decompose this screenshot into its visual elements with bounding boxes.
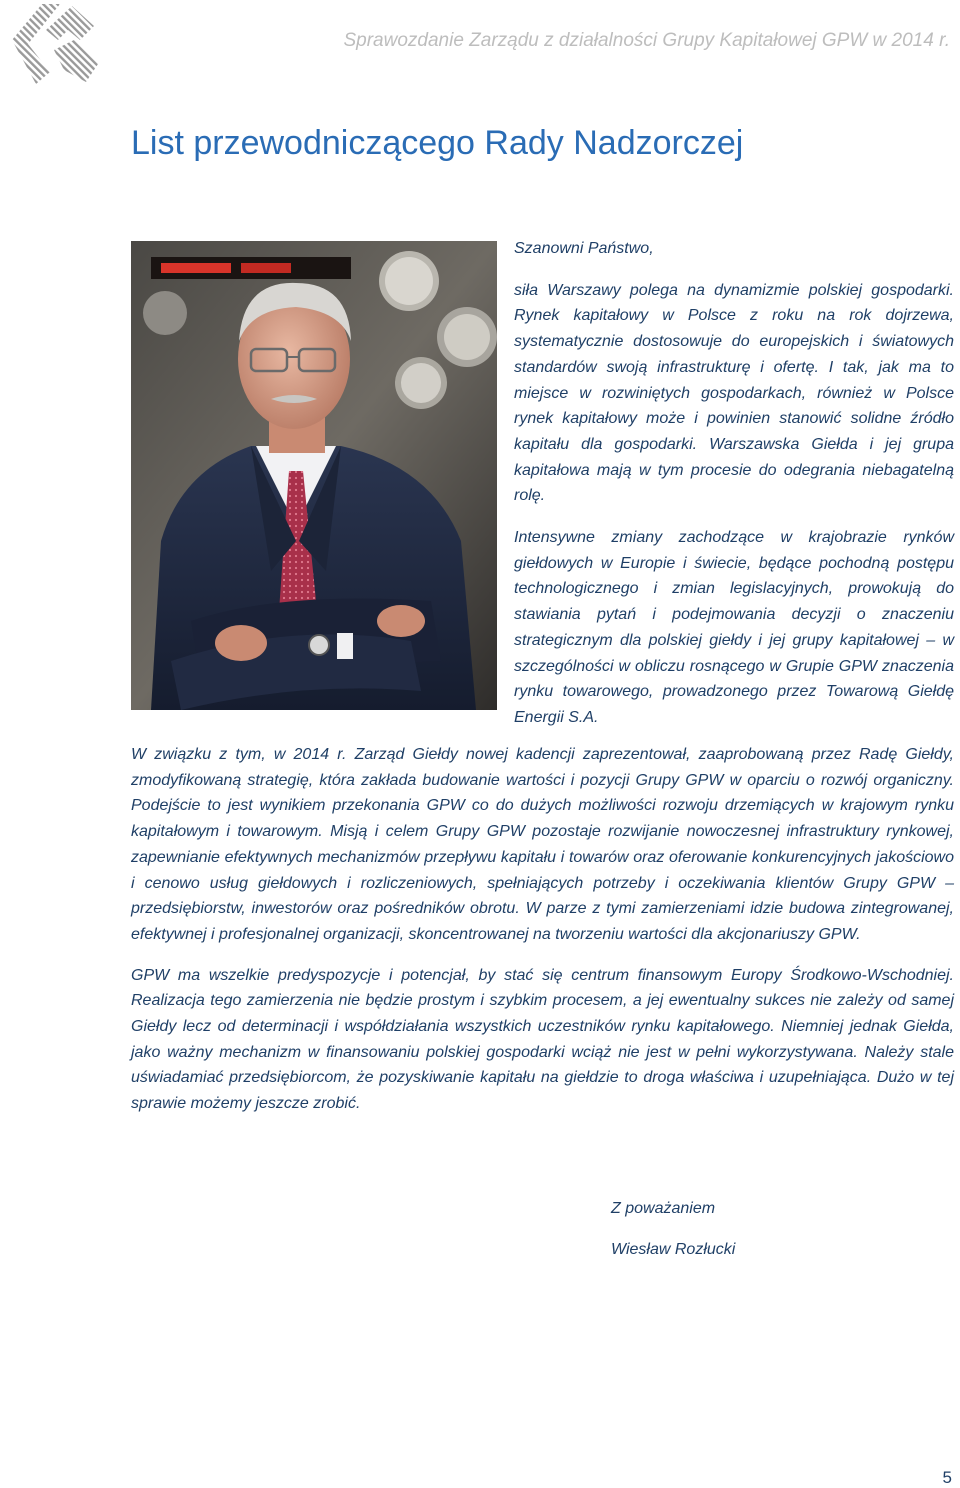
intro-paragraph-1: siła Warszawy polega na dynamizmie polskiej gospodarki. Rynek kapitałowy w Polsce z roku na rok dojrzewa, systematycznie dostosowuje do europejskich i światowych standardów swoją infrastrukturę i ofertę. I tak, jak ma to miejsce w rozwiniętych gospodarkach, również w Polsce rynek kapitałowy może i powinien stanowić solidne źródło kapitału dla gospodarki. Warszawska Giełda i jej grupa kapitałowa mają w tym procesie do odegrania niebagatelną rolę. bbox=[514, 281, 954, 505]
letter-greeting: Szanowni Państwo, bbox=[514, 240, 654, 257]
letter-signature-block bbox=[611, 1196, 735, 1262]
portrait-photo bbox=[131, 241, 497, 710]
body-paragraph-2: GPW ma wszelkie predyspozycje i potencjał, by stać się centrum finansowym Europy Środkowo-Wschodniej. Realizacja tego zamierzenia nie będzie prostym i szybkim procesem, a jej ewentualny sukces nie zależy od samej Giełdy lecz od determinacji i współdziałania wszystkich uczestników rynku kapitałowego. Niemniej jednak Giełda, jako ważny mechanizm w finansowaniu polskiej gospodarki wciąż nie jest w pełni wykorzystywana. Należy stale uświadamiać przedsiębiorcom, że pozyskiwanie kapitału na giełdzie to droga właściwa i uzupełniająca. Dużo w tej sprawie możemy jeszcze zrobić. bbox=[131, 966, 954, 1113]
page-number: 5 bbox=[942, 1468, 952, 1487]
body-paragraph-1: W związku z tym, w 2014 r. Zarząd Giełdy nowej kadencji zaprezentował, zaaprobowaną przez Radę Giełdy, zmodyfikowaną strategię, która zakłada budowanie wartości i pozycji Grupy GPW w oparciu o rozwój organiczny. Podejście to jest wynikiem przekonania GPW co do dużych możliwości rozwoju drzemiących w krajowym rynku kapitałowym i towarowym. Misją i celem Grupy GPW pozostaje rozwijanie nowoczesnej infrastruktury rynkowej, zapewnianie efektywnych mechanizmów przepływu kapitału i towarów oraz oferowanie konkurencyjnych jakościowo i cenowo usług giełdowych i rozliczeniowych, spełniających potrzeby i oczekiwania klientów Grupy GPW – przedsiębiorstw, inwestorów oraz pośredników obrotu. W parze z tymi zamierzeniami idzie budowa zintegrowanej, efektywnej i profesjonalnej organizacji, skoncentrowanej na tworzeniu wartości dla akcjonariuszy GPW. bbox=[131, 746, 954, 943]
letter-closing: Z poważaniem bbox=[611, 1200, 716, 1217]
intro-paragraph-2: Intensywne zmiany zachodzące w krajobrazie rynków giełdowych w Europie i świecie, będące pochodną postępu technologicznego i zmian legislacyjnych, prowokują do stawiania pytań i podejmowania decyzji o znaczeniu strategicznym dla polskiej giełdy i jej grupy kapitałowej – w szczególności w obliczu rosnącego w Grupie GPW znaczenia rynku towarowego, prowadzonego przez Towarową Giełdę Energii S.A. bbox=[514, 529, 954, 726]
gpw-logo-icon bbox=[2, 0, 102, 86]
report-header: Sprawozdanie Zarządu z działalności Grupy Kapitałowej GPW w 2014 r. bbox=[343, 30, 950, 51]
letter-intro bbox=[514, 236, 954, 731]
page-title: List przewodniczącego Rady Nadzorczej bbox=[131, 124, 744, 162]
letter-signature: Wiesław Rozłucki bbox=[611, 1241, 736, 1258]
letter-body bbox=[131, 742, 954, 1132]
